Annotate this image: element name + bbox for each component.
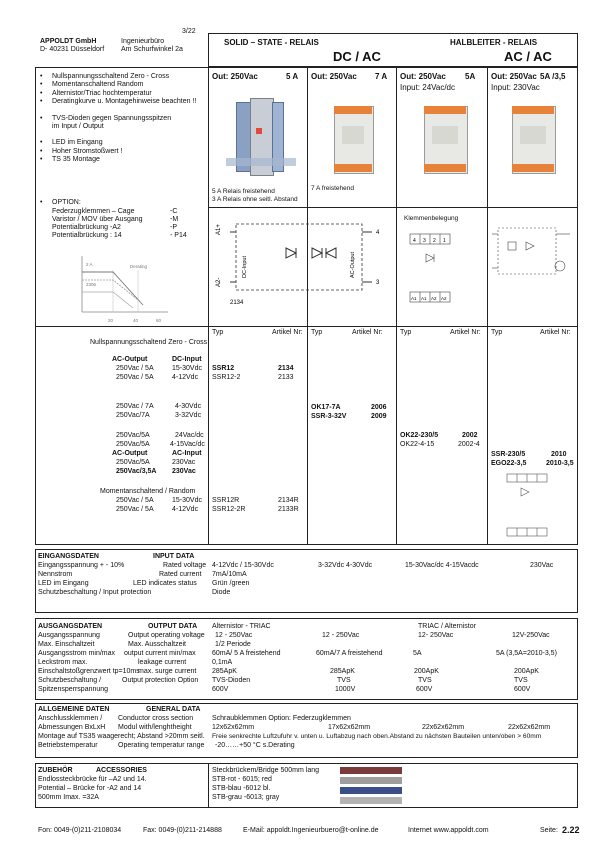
output-val: 5A	[413, 650, 422, 657]
input-row-en: Rated voltage	[163, 562, 207, 569]
derating-x-tick: 40	[133, 318, 139, 323]
output-row-en: output current min/max	[124, 650, 196, 657]
option-label: Varistor / MOV über Ausgang	[52, 216, 143, 223]
bridge-gray-swatch-2	[340, 797, 402, 804]
row-b: 4-12Vdc	[172, 374, 199, 381]
diagram-article: 2134	[230, 300, 244, 306]
ac-input-head: AC-Input	[172, 450, 202, 457]
product-input: Input: 24Vac/dc	[400, 83, 455, 92]
output-val: 1000V	[335, 686, 356, 693]
general-row-en: Modul with/lenghtheight	[118, 724, 192, 731]
col-divider-4	[487, 67, 488, 545]
output-head-val: Alternistor - TRIAC	[212, 623, 271, 630]
option-label: Potentialbrückung -A2	[52, 224, 121, 231]
output-val: 285ApK	[330, 668, 355, 675]
product-amp: 5A	[465, 72, 476, 81]
output-val: 60mA/ 5 A freistehend	[212, 650, 281, 657]
typ-value: SSR12	[212, 365, 235, 372]
col-artikel-header: Artikel Nr:	[450, 329, 481, 336]
acc-item: STB-blau -6012 bl.	[212, 785, 271, 792]
circuit-diagram-ac-ac	[490, 214, 576, 294]
input-title-en: INPUT DATA	[153, 553, 195, 560]
derating-label: Derating	[130, 264, 148, 269]
feature-list	[38, 73, 196, 165]
row-b: 15-30Vdc	[172, 365, 202, 372]
col-typ-header: Typ	[491, 329, 503, 336]
derating-x-tick: 20	[108, 318, 114, 323]
output-row-de: Einschaltstoßgrenzwert tp=10ms	[38, 668, 140, 675]
input-val: Grün /green	[212, 580, 250, 587]
ac-output-head: AC-Output	[112, 356, 148, 363]
option-code: -C	[170, 208, 178, 215]
footer-page-label: Seite:	[540, 827, 558, 834]
article-value: 2006	[371, 404, 387, 411]
col-typ-header: Typ	[311, 329, 323, 336]
output-val: TVS	[337, 677, 351, 684]
row-b: 4-30Vdc	[175, 403, 202, 410]
col-divider-1	[208, 67, 209, 545]
typ-value: OK17-7A	[311, 404, 341, 411]
output-val: TVS	[418, 677, 432, 684]
klemmen-bottom: A2	[431, 296, 437, 301]
row-b: 15-30Vdc	[172, 497, 202, 504]
output-title-en: OUTPUT DATA	[148, 623, 198, 630]
address-city: D- 40231 Düsseldorf	[40, 46, 105, 53]
output-row-de: Max. Einschaltzeit	[38, 641, 95, 648]
klemmen-pin: 1	[443, 238, 446, 244]
feature-item: • Nullspannungsschaltend Zero - Cross	[38, 73, 196, 81]
input-val: Diode	[212, 589, 231, 596]
row-a: 250Vac / 5A	[116, 365, 154, 372]
col-artikel-header: Artikel Nr:	[540, 329, 571, 336]
bridge-red-swatch	[340, 767, 402, 774]
general-val: 12x62x62mm	[212, 724, 255, 731]
output-val: 12 - 250Vac	[215, 632, 253, 639]
input-row-en: LED indicates status	[133, 580, 197, 587]
page-code: 3/22	[182, 28, 196, 35]
general-row-de: Abmessungen BxLxH	[38, 724, 106, 731]
typ-value: EGO22-3,5	[491, 460, 527, 467]
pin-label: A1+	[216, 224, 222, 235]
acc-row: Potential – Brücke for -A2 and 14	[38, 785, 142, 792]
option-label: Potentialbrückung : 14	[52, 232, 122, 239]
ac-output-head-2: AC-Output	[112, 450, 148, 457]
typ-value: SSR12-2R	[212, 506, 246, 513]
row-a: 250Vac / 5A	[116, 506, 154, 513]
col-artikel-header: Artikel Nr:	[272, 329, 303, 336]
general-title-en: GENERAL DATA	[146, 706, 201, 713]
option-code: -M	[170, 216, 179, 223]
article-value: 2134R	[278, 497, 299, 504]
option-label: Federzugklemmen – Cage	[52, 208, 135, 215]
general-row-de: Betriebstemperatur	[38, 742, 98, 749]
typ-value: SSR12R	[212, 497, 240, 504]
product-input: Input: 230Vac	[491, 83, 540, 92]
row-b: 24Vac/dc	[175, 432, 204, 439]
article-value: 2009	[371, 413, 387, 420]
product-photo-ok22	[410, 98, 480, 180]
output-row-en: Max. Ausschaltzeit	[128, 641, 186, 648]
row-b: 3-32Vdc	[175, 412, 202, 419]
output-val: 600V	[212, 686, 229, 693]
derating-label-a: 2 A	[86, 262, 93, 267]
company-subtitle: Ingenieurbüro	[121, 38, 165, 45]
general-val: 22x62x62mm	[422, 724, 465, 731]
zero-cross-title: Nullspannungsschaltend Zero - Cross	[90, 339, 208, 346]
output-val: 600V	[416, 686, 433, 693]
general-data-box	[35, 703, 578, 758]
options-title: OPTION:	[52, 199, 81, 206]
product-out: Out: 250Vac	[491, 72, 537, 81]
footer-web: Internet www.appoldt.com	[408, 827, 489, 834]
pin-label: 4	[376, 230, 380, 236]
typ-value: OK22-230/5	[400, 432, 439, 439]
klemmen-bottom: A2	[441, 296, 447, 301]
general-row-en: Conductor cross section	[118, 715, 194, 722]
product-out: Out: 250Vac	[311, 72, 357, 81]
random-title: Momentanschaltend / Random	[100, 488, 196, 495]
output-val: 60mA/7 A freistehend	[316, 650, 383, 657]
output-val: TVS-Dioden	[212, 677, 251, 684]
general-val: 17x62x62mm	[328, 724, 371, 731]
col-divider-3	[396, 67, 397, 545]
col-artikel-header: Artikel Nr:	[352, 329, 383, 336]
output-val: 200ApK	[414, 668, 439, 675]
product-amp: 5 A	[286, 72, 299, 81]
address-street: Am Schurfwinkel 2a	[121, 46, 183, 53]
input-val: 15-30Vac/dc 4-15Vacdc	[405, 562, 479, 569]
col-typ-header: Typ	[400, 329, 412, 336]
acc-row: 500mm Imax. =32A	[38, 794, 99, 801]
output-row-de: Leckstrom max.	[38, 659, 88, 666]
output-val: 285ApK	[212, 668, 237, 675]
input-val: 3-32Vdc 4-30Vdc	[318, 562, 373, 569]
row-b: 230Vac	[172, 459, 196, 466]
row-b: 4-15Vac/dc	[170, 441, 205, 448]
acc-item: Steckbrückem/Bridge 500mm lang	[212, 767, 319, 774]
option-code: - P14	[170, 232, 187, 239]
product-out: Out: 250Vac	[400, 72, 446, 81]
option-code: -P	[170, 224, 177, 231]
feature-item: • Alternistor/Triac hochtemperatur	[38, 90, 196, 98]
article-value: 2133	[278, 374, 294, 381]
product-amp: 5A /3,5	[540, 72, 566, 81]
general-val: -20……+50 °C s.Derating	[215, 742, 295, 749]
input-row-de: LED im Eingang	[38, 580, 89, 587]
feature-item: • Deratingkurve u. Montagehinweise beachten !!	[38, 98, 196, 106]
output-val: 12V-250Vac	[512, 632, 550, 639]
product-out: Out: 250Vac	[212, 72, 258, 81]
feature-item: • Momentanschaltend Random	[38, 81, 196, 89]
ac-output-label: AC-Output	[350, 252, 356, 278]
article-value: 2010-3,5	[546, 460, 574, 467]
feature-item: • TVS-Dioden gegen Spannungsspitzen	[38, 115, 196, 123]
acc-item: STB-rot - 6015; red	[212, 776, 272, 783]
output-row-de: Spitzensperrspannung	[38, 686, 109, 693]
klemmen-bottom: A1	[421, 296, 427, 301]
derating-label-b: 2306	[86, 282, 97, 287]
company-name: APPOLDT GmbH	[40, 38, 97, 45]
feature-item: • Hoher Stromstoßwert !	[38, 148, 196, 156]
output-row-en: Output protection Option	[122, 677, 199, 684]
output-row-en: max. surge current	[138, 668, 197, 675]
general-val: Schraubklemmen Option: Federzugklemmen	[212, 715, 351, 722]
product-photo-ssr230	[498, 98, 570, 180]
output-val: 0,1mA	[212, 659, 233, 666]
input-row-de: Nennstrom	[38, 571, 73, 578]
row-b: 4-12Vdc	[172, 506, 199, 513]
row-a: 250Vac / 5A	[116, 374, 154, 381]
terminal-diagram-small	[505, 472, 565, 542]
product-note: 7 A freistehend	[311, 185, 355, 192]
acc-item: STB-grau -6013; gray	[212, 794, 280, 801]
bridge-gray-swatch-1	[340, 777, 402, 784]
output-head-val: TRIAC / Alternistor	[418, 623, 476, 630]
output-row-de: Ausgangsstrom min/max	[38, 650, 116, 657]
klemmen-diagram	[404, 228, 484, 308]
input-title-de: EINGANGSDATEN	[38, 553, 99, 560]
footer-fax: Fax: 0049-(0)211-214888	[143, 827, 222, 834]
output-val: 5A (3,5A=2010-3,5)	[496, 650, 557, 657]
row-a: 250Vac / 7A	[116, 403, 154, 410]
general-row-de: Montage auf TS35 waagerecht; Abstand >20mm seitl.	[38, 733, 205, 740]
output-row-en: Output operating voltage	[128, 632, 205, 639]
row-a: 250Vac/5A	[116, 432, 150, 439]
klemmen-pin: 3	[423, 238, 426, 244]
output-val: 12 - 250Vac	[322, 632, 360, 639]
title-right-sub: AC / AC	[504, 49, 552, 64]
row-a: 250Vac/3,5A	[116, 468, 157, 475]
row-a: 250Vac/5A	[116, 441, 150, 448]
feature-item: • TS 35 Montage	[38, 156, 196, 164]
feature-item: • LED im Eingang	[38, 139, 196, 147]
product-note: 3 A Relais ohne seitl. Abstand	[212, 196, 298, 203]
article-value: 2133R	[278, 506, 299, 513]
product-note: 5 A Relais freistehend	[212, 188, 275, 195]
klemmen-bottom: A1	[411, 296, 417, 301]
circuit-diagram-dc-ac	[212, 212, 392, 312]
row-a: 250Vac / 5A	[116, 497, 154, 504]
acc-title-de: ZUBEHÖR	[38, 767, 73, 774]
input-row-de: Schutzbeschaltung / Input protection	[38, 589, 152, 596]
input-val: 230Vac	[530, 562, 554, 569]
article-value: 2134	[278, 365, 294, 372]
output-val: TVS	[514, 677, 528, 684]
row-divider-photos	[208, 207, 578, 208]
title-left: SOLID – STATE - RELAIS	[224, 38, 319, 47]
output-val: 12- 250Vac	[418, 632, 454, 639]
typ-value: SSR-3-32V	[311, 413, 347, 420]
typ-value: SSR-230/5	[491, 451, 526, 458]
pin-label: A2-	[216, 277, 222, 287]
input-data-box	[35, 549, 578, 613]
output-title-de: AUSGANGSDATEN	[38, 623, 103, 630]
product-photo-ok17	[320, 98, 388, 180]
general-title-de: ALLGEMEINE DATEN	[38, 706, 110, 713]
article-value: 2002-4	[458, 441, 480, 448]
title-right: HALBLEITER - RELAIS	[450, 38, 538, 47]
derating-x-tick: 60	[156, 318, 162, 323]
row-b: 230Vac	[172, 468, 196, 475]
klemmen-title: Klemmenbelegung	[404, 215, 459, 222]
pin-label: 3	[376, 280, 380, 286]
general-row-de: Anschlussklemmen /	[38, 715, 103, 722]
bridge-blue-swatch	[340, 787, 402, 794]
footer-fon: Fon: 0049-(0)211-2108034	[38, 827, 122, 834]
row-a: 250Vac/7A	[116, 412, 150, 419]
col-typ-header: Typ	[212, 329, 224, 336]
output-row-en: leakage current	[138, 659, 187, 666]
output-data-box	[35, 618, 578, 700]
article-value: 2002	[462, 432, 478, 439]
product-photo-ssr12	[226, 92, 298, 180]
product-amp: 7 A	[375, 72, 388, 81]
input-val: 4-12Vdc / 15-30Vdc	[212, 562, 274, 569]
dc-input-head: DC-Input	[172, 356, 202, 363]
feature-item: im Input / Output	[52, 122, 104, 130]
input-row-de: Eingangsspannung + - 10%	[38, 562, 125, 569]
klemmen-pin: 2	[433, 238, 436, 244]
article-value: 2010	[551, 451, 567, 458]
general-val: Freie senkrechte Luftzufuhr v. unten u. Luftabzug nach oben.Abstand zu nächsten Bauteilen unten/oben > 60mm	[212, 733, 542, 740]
dc-input-label: DC-Input	[242, 255, 248, 278]
klemmen-pin: 4	[413, 238, 416, 244]
general-row-en: Operating temperatur range	[118, 742, 205, 749]
derating-graph	[68, 250, 173, 328]
input-row-en: Rated current	[159, 571, 202, 578]
footer-email: E-Mail: appoldt.Ingenieurbuero@t-online.de	[243, 827, 379, 834]
options-bullet: •	[40, 199, 43, 206]
output-val: 600V	[514, 686, 531, 693]
title-left-sub: DC / AC	[333, 49, 381, 64]
general-val: 22x62x62mm	[508, 724, 551, 731]
typ-value: OK22-4-15	[400, 441, 435, 448]
accessories-divider	[208, 763, 209, 808]
acc-row: Endlossteckbrücke für –A2 und 14.	[38, 776, 147, 783]
acc-title-en: ACCESSORIES	[96, 767, 147, 774]
output-row-de: Schutzbeschaltung /	[38, 677, 102, 684]
row-a: 250Vac/5A	[116, 459, 150, 466]
input-val: 7mA/10mA	[212, 571, 247, 578]
footer-page-num: 2.22	[562, 825, 580, 835]
output-row-de: Ausgangsspannung	[38, 632, 100, 639]
typ-value: SSR12-2	[212, 374, 241, 381]
output-val: 200ApK	[514, 668, 539, 675]
output-val: 1/2 Periode	[215, 641, 251, 648]
